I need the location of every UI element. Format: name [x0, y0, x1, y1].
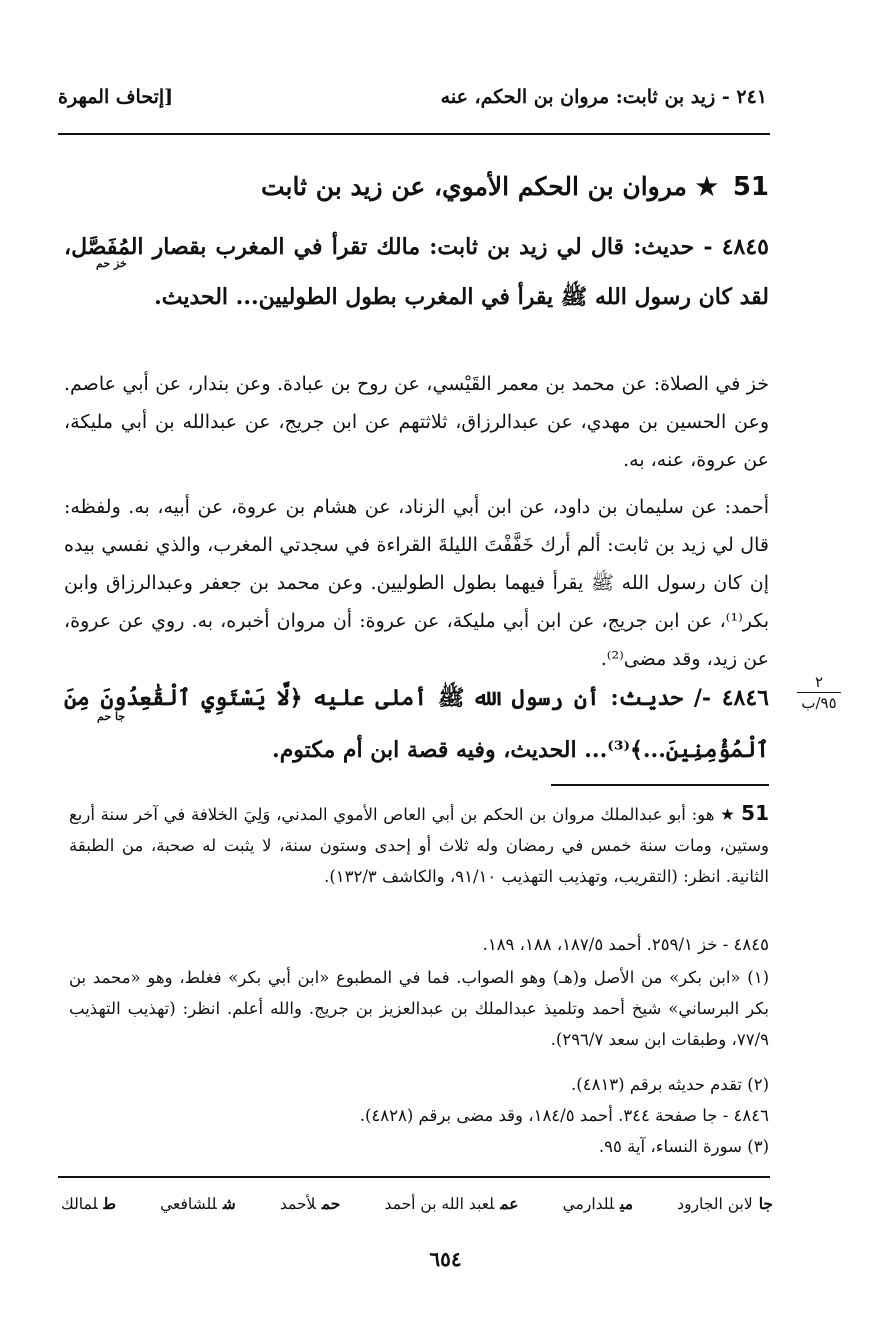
abbreviation-item: حملأحمد — [279, 1194, 341, 1213]
paragraph-ahmad-isnad: أحمد: عن سليمان بن داود، عن ابن أبي الزناد، عن هشام بن عروة، عن أبيه، به. ولفظه: قال لي زيد بن ثابت: ألم أرك خَفَّفْتَ الليلةَ القراءة في سجدتي المغرب، والذي نفسي بيده إن كان رسول الله ﷺ يقرأ فيهما بطول الطوليين. وعن محمد بن جعفر وعبدالرزاق وابن بكر⁽¹⁾، عن ابن جريج، عن ابن أبي مليكة، عن عروة: أن مروان أخبره، به. روي عن عروة، عن زيد، وقد مضى⁽²⁾. — [64, 496, 769, 670]
abbreviations-rule — [58, 1176, 770, 1178]
paragraph-khz-isnad: خز في الصلاة: عن محمد بن معمر القَيْسي، عن روح بن عبادة. وعن بندار، عن أبي عاصم. وعن الحسين بن مهدي، عن عبدالرزاق، ثلاثتهم عن ابن جريج، عن عبدالله بن أبي مليكة، عن عروة، عنه، به. — [64, 373, 769, 471]
page-number: ٦٥٤ — [429, 1247, 462, 1271]
siglum-4845: خز حم — [96, 257, 127, 270]
section-number: 51 — [732, 172, 769, 202]
abbreviations-legend — [61, 1194, 773, 1213]
footnote-2: (٢) تقدم حديثه برقم (٤٨١٣). — [571, 1075, 769, 1094]
footnote-bio-text: ★ هو: أبو عبدالملك مروان بن الحكم بن أبي العاص الأموي المدني، وَلِيَ الخلافة في آخر سنة أربع وستين، ومات سنة خمس في رمضان وله ثلاث أو إحدى وستون سنة، لا يثبت له صحبة، من الطبقة الثانية. انظر: (التقريب، وتهذيب التهذيب ٩١/١٠، والكاشف ١٣٢/٣). — [69, 805, 769, 886]
star-icon: ★ — [695, 172, 719, 201]
running-header-title: ٢٤١ - زيد بن ثابت: مروان بن الحكم، عنه — [440, 86, 767, 108]
folio-page: ٩٥/ب — [801, 694, 837, 712]
manuscript-folio-note — [797, 673, 841, 712]
header-rule — [58, 133, 770, 135]
folio-divider — [797, 692, 841, 693]
running-header-book: [إتحاف المهرة — [58, 86, 174, 108]
siglum-4846: جا حم — [97, 710, 126, 723]
footnote-ref-4845: ٤٨٤٥ - خز ٢٥٩/١. أحمد ١٨٧/٥، ١٨٨، ١٨٩. — [482, 935, 769, 954]
section-title: مروان بن الحكم الأموي، عن زيد بن ثابت — [261, 172, 687, 201]
footnote-number: 51 — [741, 801, 769, 825]
section-heading — [261, 172, 769, 202]
abbreviation-item: عملعبد الله بن أحمد — [384, 1194, 519, 1213]
footnote-biography — [69, 798, 769, 892]
folio-number: ٢ — [814, 673, 824, 691]
abbreviation-item: ميللدارمي — [562, 1194, 634, 1213]
footnote-1: (١) «ابن بكر» من الأصل و(هـ) وهو الصواب. فما في المطبوع «ابن أبي بكر» فغلط، وهو «محمد بن بكر البرساني» شيخ أحمد وتلميذ عبدالملك بن عبدالعزيز بن جريج. والله أعلم. انظر: (تهذيب التهذيب ٧٧/٩، وطبقات ابن سعد ٢٩٦/٧). — [69, 968, 769, 1049]
footnote-separator — [551, 784, 769, 786]
abbreviation-item: شللشافعي — [160, 1194, 236, 1213]
footnote-ref-4846: ٤٨٤٦ - جا صفحة ٣٤٤. أحمد ١٨٤/٥، وقد مضى برقم (٤٨٢٨). — [359, 1106, 769, 1125]
footnote-3: (٣) سورة النساء، آية ٩٥. — [598, 1137, 769, 1156]
abbreviation-item: طلمالك — [61, 1194, 116, 1213]
hadith-4846: ٤٨٤٦ -/ حديث: أن رسول الله ﷺ أملى عليه ﴿لَّا يَسْتَوِي ٱلْقَٰعِدُونَ مِنَ ٱلْمُؤْمِنِينَ...﴾⁽³⁾... الحديث، وفيه قصة ابن أم مكتوم. — [64, 685, 769, 763]
hadith-4845: ٤٨٤٥ - حديث: قال لي زيد بن ثابت: مالك تقرأ في المغرب بقصار المُفَصَّل، لقد كان رسول الله ﷺ يقرأ في المغرب بطول الطوليين... الحديث. — [64, 234, 769, 310]
abbreviation-item: جالابن الجارود — [677, 1194, 773, 1213]
